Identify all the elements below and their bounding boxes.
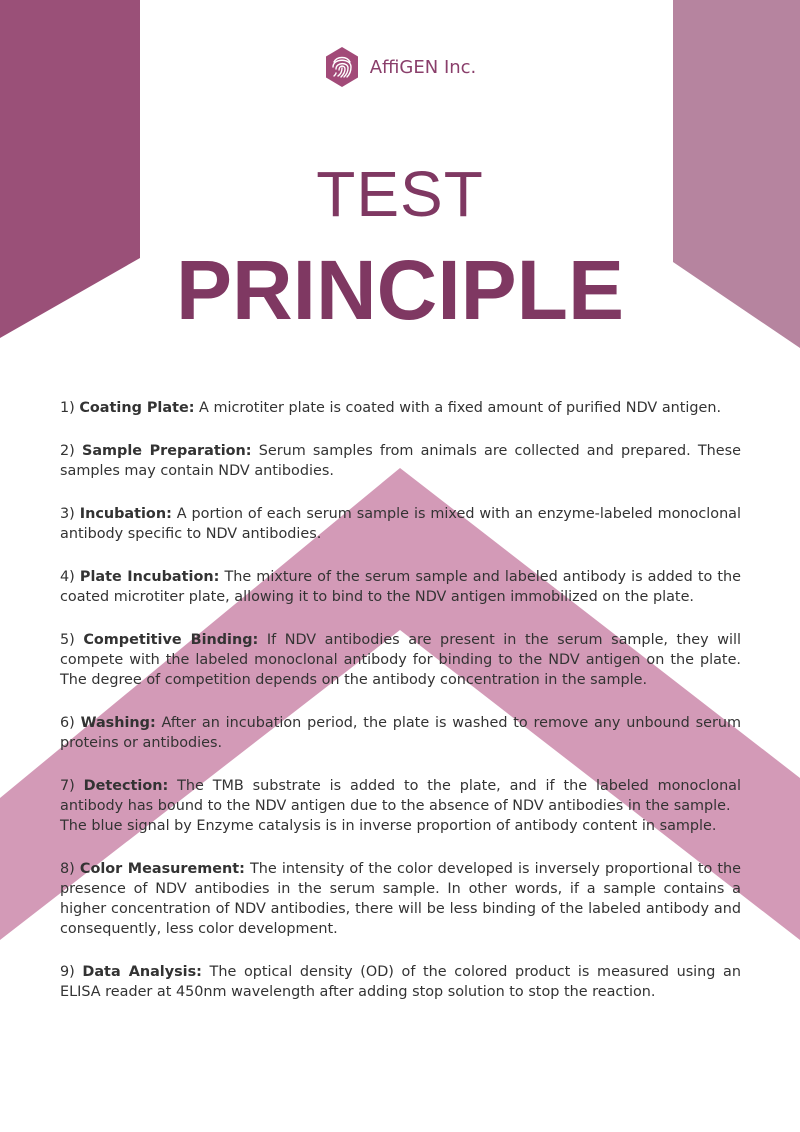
item-heading: Coating Plate:	[79, 400, 195, 416]
item-heading: Competitive Binding:	[83, 632, 259, 648]
list-item	[60, 441, 741, 481]
item-heading: Detection:	[83, 778, 169, 794]
item-number: 4)	[60, 569, 75, 585]
item-number: 3)	[60, 506, 75, 522]
principle-list	[60, 398, 741, 1002]
brand-name: AffiGEN Inc.	[369, 56, 477, 78]
list-item	[60, 776, 741, 836]
fingerprint-hexagon-icon	[324, 46, 360, 88]
item-text: If NDV antibodies are present in the serum sample, they will compete with the labeled monoclonal antibody for binding to the NDV antigen on the plate. The degree of competition depends on the antibody concentration in the sample.	[60, 632, 741, 688]
list-item	[60, 567, 741, 607]
item-number: 1)	[60, 400, 75, 416]
item-text-continued: The blue signal by Enzyme catalysis is in inverse proportion of antibody content in sample.	[60, 818, 717, 834]
page-title-line2: PRINCIPLE	[175, 243, 625, 337]
item-text: The optical density (OD) of the colored product is measured using an ELISA reader at 450nm wavelength after adding stop solution to stop the reaction.	[60, 964, 741, 1000]
item-text: The intensity of the color developed is inversely proportional to the presence of NDV antibodies in the serum sample. In other words, if a sample contains a higher concentration of NDV antibodies, there will be less binding of the labeled antibody and consequently, less color development.	[60, 861, 741, 937]
brand-logo	[0, 46, 800, 88]
item-heading: Incubation:	[79, 506, 172, 522]
item-text: A microtiter plate is coated with a fixed amount of purified NDV antigen.	[194, 400, 722, 416]
list-item	[60, 859, 741, 939]
item-heading: Sample Preparation:	[81, 443, 252, 459]
item-heading: Color Measurement:	[79, 861, 245, 877]
list-item	[60, 713, 741, 753]
item-text: The TMB substrate is added to the plate, and if the labeled monoclonal antibody has bound to the NDV antigen due to the absence of NDV antibodies in the sample.	[60, 778, 742, 814]
item-number: 5)	[60, 632, 75, 648]
item-heading: Washing:	[80, 715, 156, 731]
item-text: A portion of each serum sample is mixed with an enzyme-labeled monoclonal antibody specific to NDV antibodies.	[60, 506, 742, 542]
list-item	[60, 398, 741, 418]
item-text: After an incubation period, the plate is washed to remove any unbound serum proteins or antibodies.	[60, 715, 741, 751]
item-heading: Plate Incubation:	[79, 569, 220, 585]
item-number: 7)	[60, 778, 75, 794]
list-item	[60, 504, 741, 544]
item-number: 8)	[60, 861, 75, 877]
item-number: 2)	[60, 443, 75, 459]
item-number: 6)	[60, 715, 75, 731]
item-number: 9)	[60, 964, 75, 980]
page-title-line1: TEST	[316, 158, 484, 230]
list-item	[60, 630, 741, 690]
list-item	[60, 962, 741, 1002]
item-text: The mixture of the serum sample and labeled antibody is added to the coated microtiter plate, allowing it to bind to the NDV antigen immobilized on the plate.	[60, 569, 741, 605]
item-heading: Data Analysis:	[82, 964, 202, 980]
item-text: Serum samples from animals are collected and prepared. These samples may contain NDV antibodies.	[60, 443, 741, 479]
